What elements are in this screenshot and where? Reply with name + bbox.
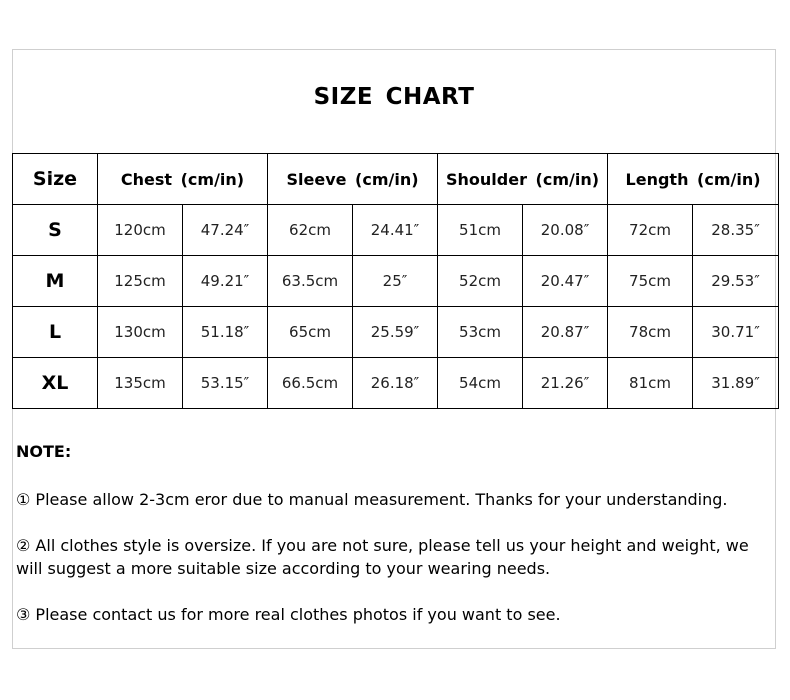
sleeve-in: 25.59″ (353, 307, 438, 358)
sleeve-cm: 66.5cm (268, 358, 353, 409)
table-row (13, 307, 779, 358)
sleeve-cm: 63.5cm (268, 256, 353, 307)
page-title: SIZE CHART (313, 84, 475, 110)
header-shoulder: Shoulder (cm/in) (438, 154, 608, 205)
size-label: L (13, 307, 98, 358)
header-sleeve: Sleeve (cm/in) (268, 154, 438, 205)
size-label: S (13, 205, 98, 256)
header-size: Size (13, 154, 98, 205)
chest-cm: 135cm (98, 358, 183, 409)
size-table (12, 153, 779, 409)
shoulder-cm: 51cm (438, 205, 523, 256)
sleeve-in: 25″ (353, 256, 438, 307)
table-row (13, 256, 779, 307)
length-cm: 75cm (608, 256, 693, 307)
note-heading: NOTE: (16, 442, 72, 461)
chest-in: 47.24″ (183, 205, 268, 256)
length-cm: 78cm (608, 307, 693, 358)
header-chest: Chest (cm/in) (98, 154, 268, 205)
shoulder-cm: 52cm (438, 256, 523, 307)
note-item: ③ Please contact us for more real clothes photos if you want to see. (16, 605, 561, 624)
chest-cm: 120cm (98, 205, 183, 256)
size-label: XL (13, 358, 98, 409)
note-item: ① Please allow 2-3cm eror due to manual measurement. Thanks for your understanding. (16, 490, 728, 509)
sleeve-cm: 62cm (268, 205, 353, 256)
shoulder-in: 20.87″ (523, 307, 608, 358)
shoulder-in: 20.08″ (523, 205, 608, 256)
chest-cm: 125cm (98, 256, 183, 307)
sleeve-in: 24.41″ (353, 205, 438, 256)
table-header-row (13, 154, 779, 205)
chest-in: 49.21″ (183, 256, 268, 307)
shoulder-cm: 54cm (438, 358, 523, 409)
length-cm: 81cm (608, 358, 693, 409)
sleeve-in: 26.18″ (353, 358, 438, 409)
length-in: 31.89″ (693, 358, 779, 409)
chest-in: 53.15″ (183, 358, 268, 409)
size-label: M (13, 256, 98, 307)
length-in: 29.53″ (693, 256, 779, 307)
table-row (13, 205, 779, 256)
notes-section (16, 440, 771, 649)
table-row (13, 358, 779, 409)
length-in: 30.71″ (693, 307, 779, 358)
shoulder-in: 20.47″ (523, 256, 608, 307)
chest-cm: 130cm (98, 307, 183, 358)
length-in: 28.35″ (693, 205, 779, 256)
shoulder-cm: 53cm (438, 307, 523, 358)
length-cm: 72cm (608, 205, 693, 256)
header-length: Length (cm/in) (608, 154, 779, 205)
note-item: ② All clothes style is oversize. If you are not sure, please tell us your height and weight, we will suggest a more suitable size according to your wearing needs. (16, 536, 749, 578)
shoulder-in: 21.26″ (523, 358, 608, 409)
sleeve-cm: 65cm (268, 307, 353, 358)
chest-in: 51.18″ (183, 307, 268, 358)
